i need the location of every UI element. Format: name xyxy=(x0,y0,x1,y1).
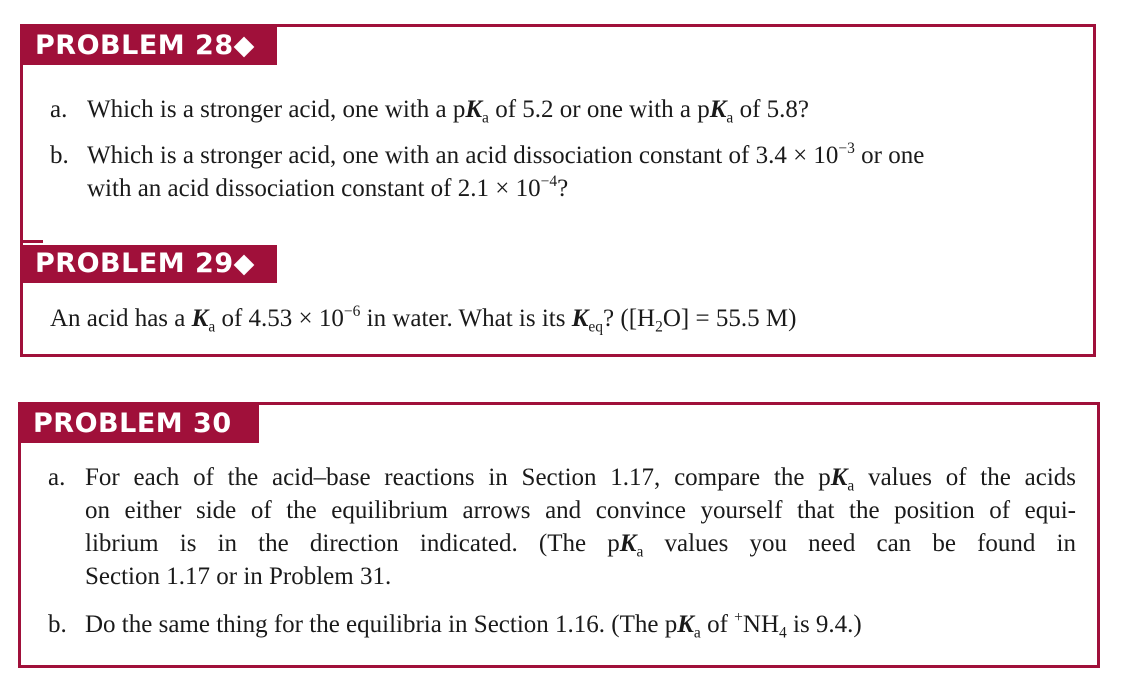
problem-30-heading: PROBLEM 30 xyxy=(21,405,259,443)
problem-29-heading: PROBLEM 29◆ xyxy=(23,245,277,283)
part-a-label: a. xyxy=(50,96,68,123)
part-a-text: For each of the acid–base reactions in Section 1.17, compare the $pK_a$ values of the acids on either side of the equilibrium arrows and convince yourself that the position of equi- librium is in the direction indicated. (The $pK_a$ values you need can be found in Section 1.17 or in Problem 31. xyxy=(85,464,1076,590)
problem-29-text: An acid has a $K_a$ of $4.53 \times 10^{-6}$ in water. What is its $K_{eq}$? ($[H_2O] = 55.5$ M) xyxy=(50,302,797,336)
problem-28-29-box xyxy=(20,24,1096,357)
part-b-text: Which is a stronger acid, one with an acid dissociation constant of $3.4 \times 10^{-3}$ or one with an acid dissociation constant of $2.1 \times 10^{-4}$? xyxy=(87,139,925,202)
divider xyxy=(23,240,43,243)
part-b-label: b. xyxy=(50,142,69,169)
part-b-label: b. xyxy=(48,611,67,638)
problem-28-heading: PROBLEM 28◆ xyxy=(23,27,277,65)
problem-30-box xyxy=(18,402,1100,668)
part-a-label: a. xyxy=(48,464,66,491)
part-b-text: Do the same thing for the equilibria in Section 1.16. (The $pK_a$ of $^+NH_4$ is 9.4.) xyxy=(85,608,862,642)
part-a-text: Which is a stronger acid, one with a $pK_a$ of 5.2 or one with a $pK_a$ of 5.8? xyxy=(87,96,809,127)
